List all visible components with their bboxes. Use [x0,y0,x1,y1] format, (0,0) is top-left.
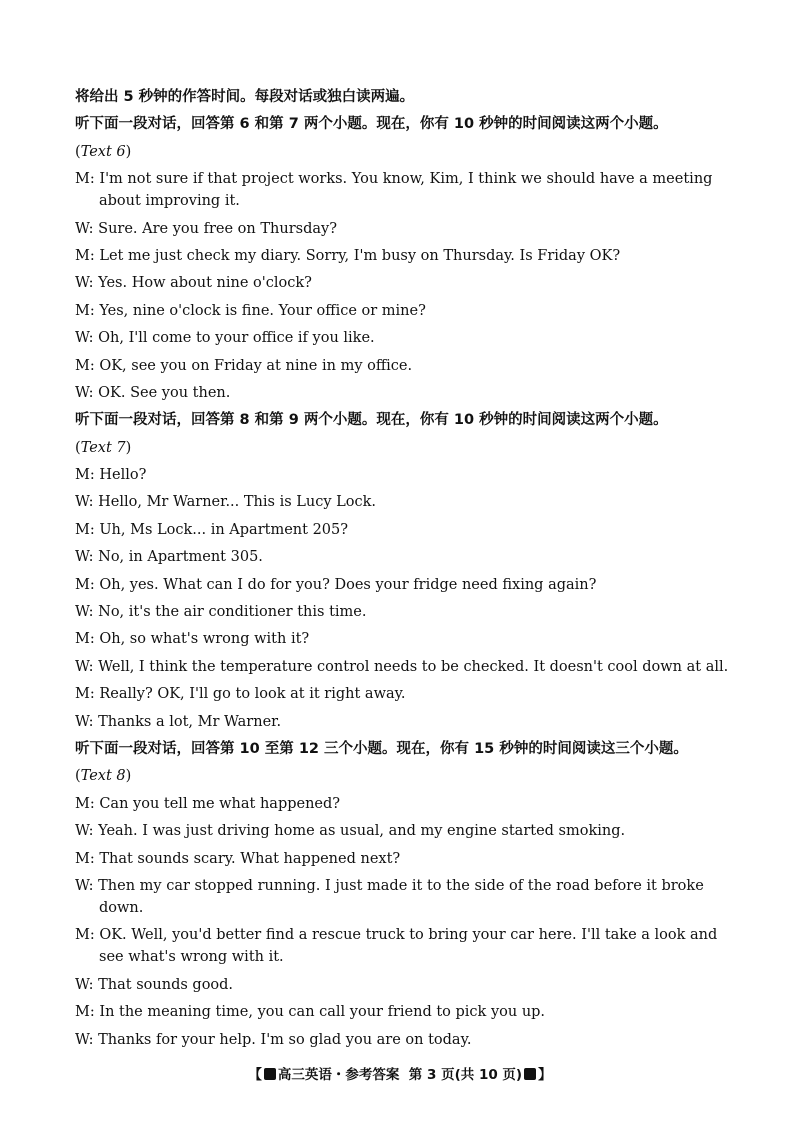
dialogue-line: M: OK, see you on Friday at nine in my office. [75,357,413,374]
dialogue-line: M: I'm not sure if that project works. You know, Kim, I think we should have a meeting about improving it. [75,171,713,210]
label-close: ) [125,439,132,456]
dialogue-line: W: No, it's the air conditioner this time. [75,604,367,621]
dialogue-line: M: Yes, nine o'clock is fine. Your office or mine? [75,302,426,319]
label-open: ( [75,768,81,785]
instruction-line: 将给出 5 秒钟的作答时间。每段对话或独白读两遍。 [75,89,415,105]
dialogue-line: W: Yeah. I was just driving home as usual, and my engine started smoking. [75,823,626,840]
dialogue-line: W: Hello, Mr Warner... This is Lucy Lock. [75,494,377,511]
dialogue-line: W: OK. See you then. [75,384,231,401]
text-section-label [75,141,735,163]
footer-page-number: 第 3 页(共 10 页) [408,1067,523,1083]
text-section-label [75,437,735,459]
instruction-line: 听下面一段对话，回答第 6 和第 7 两个小题。现在，你有 10 秒钟的时间阅读这两个小题。 [75,116,668,133]
document-body [75,86,735,1056]
dialogue-line: M: Hello? [75,467,147,484]
dialogue-line: W: Then my car stopped running. I just made it to the side of the road before it broke down. [75,877,704,916]
label-text: Text 7 [80,439,126,456]
dialogue-line: M: In the meaning time, you can call your friend to pick you up. [75,1004,546,1021]
page-footer [0,1063,800,1083]
instruction-line: 听下面一段对话，回答第 8 和第 9 两个小题。现在，你有 10 秒钟的时间阅读这两个小题。 [75,412,668,429]
label-close: ) [125,768,132,785]
instruction-line: 听下面一段对话，回答第 10 至第 12 三个小题。现在，你有 15 秒钟的时间阅读这三个小题。 [75,740,688,757]
label-text: Text 6 [80,143,126,160]
dialogue-line: W: Oh, I'll come to your office if you like. [75,330,375,347]
text-section-label [75,765,735,787]
logo-square-icon [264,1068,276,1080]
logo-square-icon [524,1068,536,1080]
dialogue-line: W: Thanks for your help. I'm so glad you are on today. [75,1031,472,1048]
dialogue-line: M: Uh, Ms Lock... in Apartment 205? [75,521,349,538]
dialogue-line: M: Oh, so what's wrong with it? [75,631,310,648]
label-text: Text 8 [80,768,126,785]
label-open: ( [75,439,81,456]
dialogue-line: W: Sure. Are you free on Thursday? [75,220,337,237]
dialogue-line: M: Oh, yes. What can I do for you? Does your fridge need fixing again? [75,576,597,593]
dialogue-line: M: OK. Well, you'd better find a rescue truck to bring your car here. I'll take a look and see what's wrong with it. [75,927,718,966]
dialogue-line: M: Really? OK, I'll go to look at it right away. [75,686,406,703]
label-open: ( [75,143,81,160]
dialogue-line: W: No, in Apartment 305. [75,549,263,566]
footer-open-bracket: 【 [248,1067,262,1083]
dialogue-line: W: Well, I think the temperature control needs to be checked. It doesn't cool down at all. [75,658,729,675]
dialogue-line: W: Thanks a lot, Mr Warner. [75,713,282,730]
dialogue-line: W: That sounds good. [75,976,234,993]
dialogue-line: M: Can you tell me what happened? [75,795,341,812]
dialogue-line: M: Let me just check my diary. Sorry, I'm busy on Thursday. Is Friday OK? [75,247,621,264]
footer-title: 高三英语・参考答案 [277,1067,400,1083]
footer-close-bracket: 】 [538,1067,552,1083]
label-close: ) [125,143,132,160]
dialogue-line: M: That sounds scary. What happened next? [75,850,401,867]
dialogue-line: W: Yes. How about nine o'clock? [75,275,312,292]
